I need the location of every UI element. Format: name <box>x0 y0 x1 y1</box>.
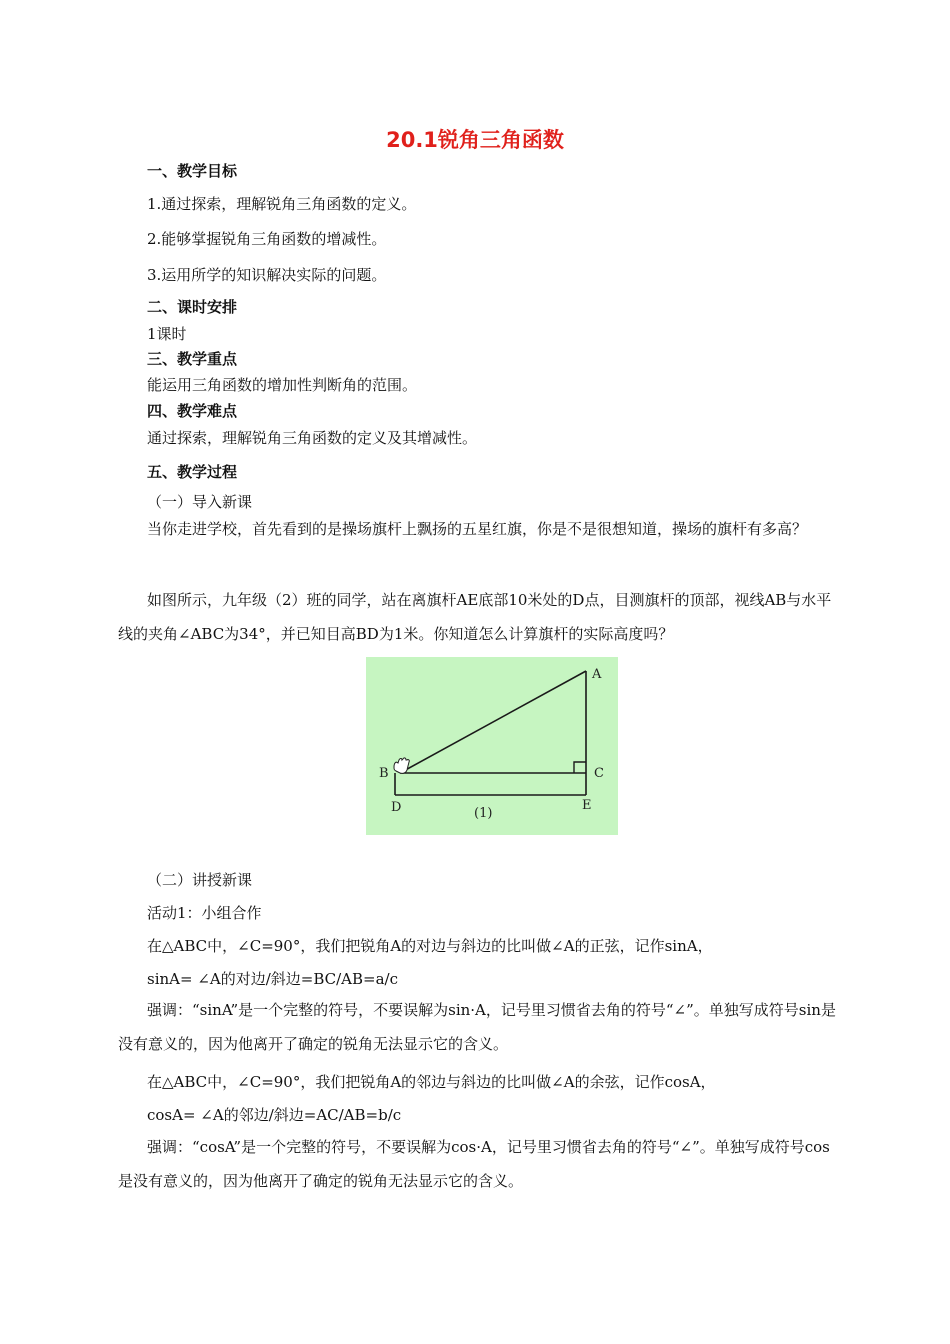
heading-process: 五、教学过程 <box>147 463 238 481</box>
problem-paragraph: 如图所示，九年级（2）班的同学，站在离旗杆AE底部10米处的D点，目测旗杆的顶部，视线AB与水平线的夹角∠ABC为34°，并已知目高BD为1米。你知道怎么计算旗杆的实际高度吗？ <box>118 591 832 643</box>
intro-paragraph: 当你走进学校，首先看到的是操场旗杆上飘扬的五星红旗，你是不是很想知道，操场的旗杆有多高？ <box>147 520 808 538</box>
label-e: E <box>582 798 592 813</box>
heading-difficulties: 四、教学难点 <box>147 402 238 420</box>
label-b: B <box>379 766 389 781</box>
line-ab <box>400 671 586 773</box>
activity-label: 活动1：小组合作 <box>147 904 262 922</box>
triangle-diagram <box>366 657 618 835</box>
label-c: C <box>594 766 604 781</box>
goal-item-3: 3.运用所学的知识解决实际的问题。 <box>147 266 387 284</box>
heading-schedule: 二、课时安排 <box>147 298 238 316</box>
page-title: 20.1锐角三角函数 <box>386 128 564 152</box>
difficulties-text: 通过探索，理解锐角三角函数的定义及其增减性。 <box>147 429 478 447</box>
sin-note: 强调：“sinA”是一个完整的符号，不要误解为sin·A，记号里习惯省去角的符号“∠”。单独写成符号sin是没有意义的，因为他离开了确定的锐角无法显示它的含义。 <box>118 1001 836 1053</box>
cos-formula: cosA= ∠A的邻边/斜边=AC/AB=b/c <box>147 1106 402 1124</box>
right-angle-mark <box>574 762 586 773</box>
cos-definition: 在△ABC中，∠C=90°，我们把锐角A的邻边与斜边的比叫做∠A的余弦，记作cosA， <box>147 1073 716 1091</box>
label-d: D <box>391 800 402 815</box>
figure-caption: (1) <box>474 806 493 821</box>
flagpole-figure <box>366 657 618 835</box>
label-a: A <box>592 667 602 682</box>
sin-formula: sinA= ∠A的对边/斜边=BC/AB=a/c <box>147 970 399 988</box>
part1-label: （一）导入新课 <box>147 493 253 511</box>
schedule-text: 1课时 <box>147 325 187 343</box>
goal-item-2: 2.能够掌握锐角三角函数的增减性。 <box>147 230 387 248</box>
goal-item-1: 1.通过探索，理解锐角三角函数的定义。 <box>147 195 417 213</box>
heading-key-points: 三、教学重点 <box>147 350 238 368</box>
heading-teaching-goals: 一、教学目标 <box>147 162 238 180</box>
sin-definition: 在△ABC中，∠C=90°，我们把锐角A的对边与斜边的比叫做∠A的正弦，记作sinA， <box>147 937 713 955</box>
cos-note: 强调：“cosA”是一个完整的符号，不要误解为cos·A，记号里习惯省去角的符号“∠”。单独写成符号cos是没有意义的，因为他离开了确定的锐角无法显示它的含义。 <box>118 1138 830 1190</box>
hand-pointer-icon <box>394 758 409 773</box>
key-points-text: 能运用三角函数的增加性判断角的范围。 <box>147 376 418 394</box>
part2-label: （二）讲授新课 <box>147 871 253 889</box>
